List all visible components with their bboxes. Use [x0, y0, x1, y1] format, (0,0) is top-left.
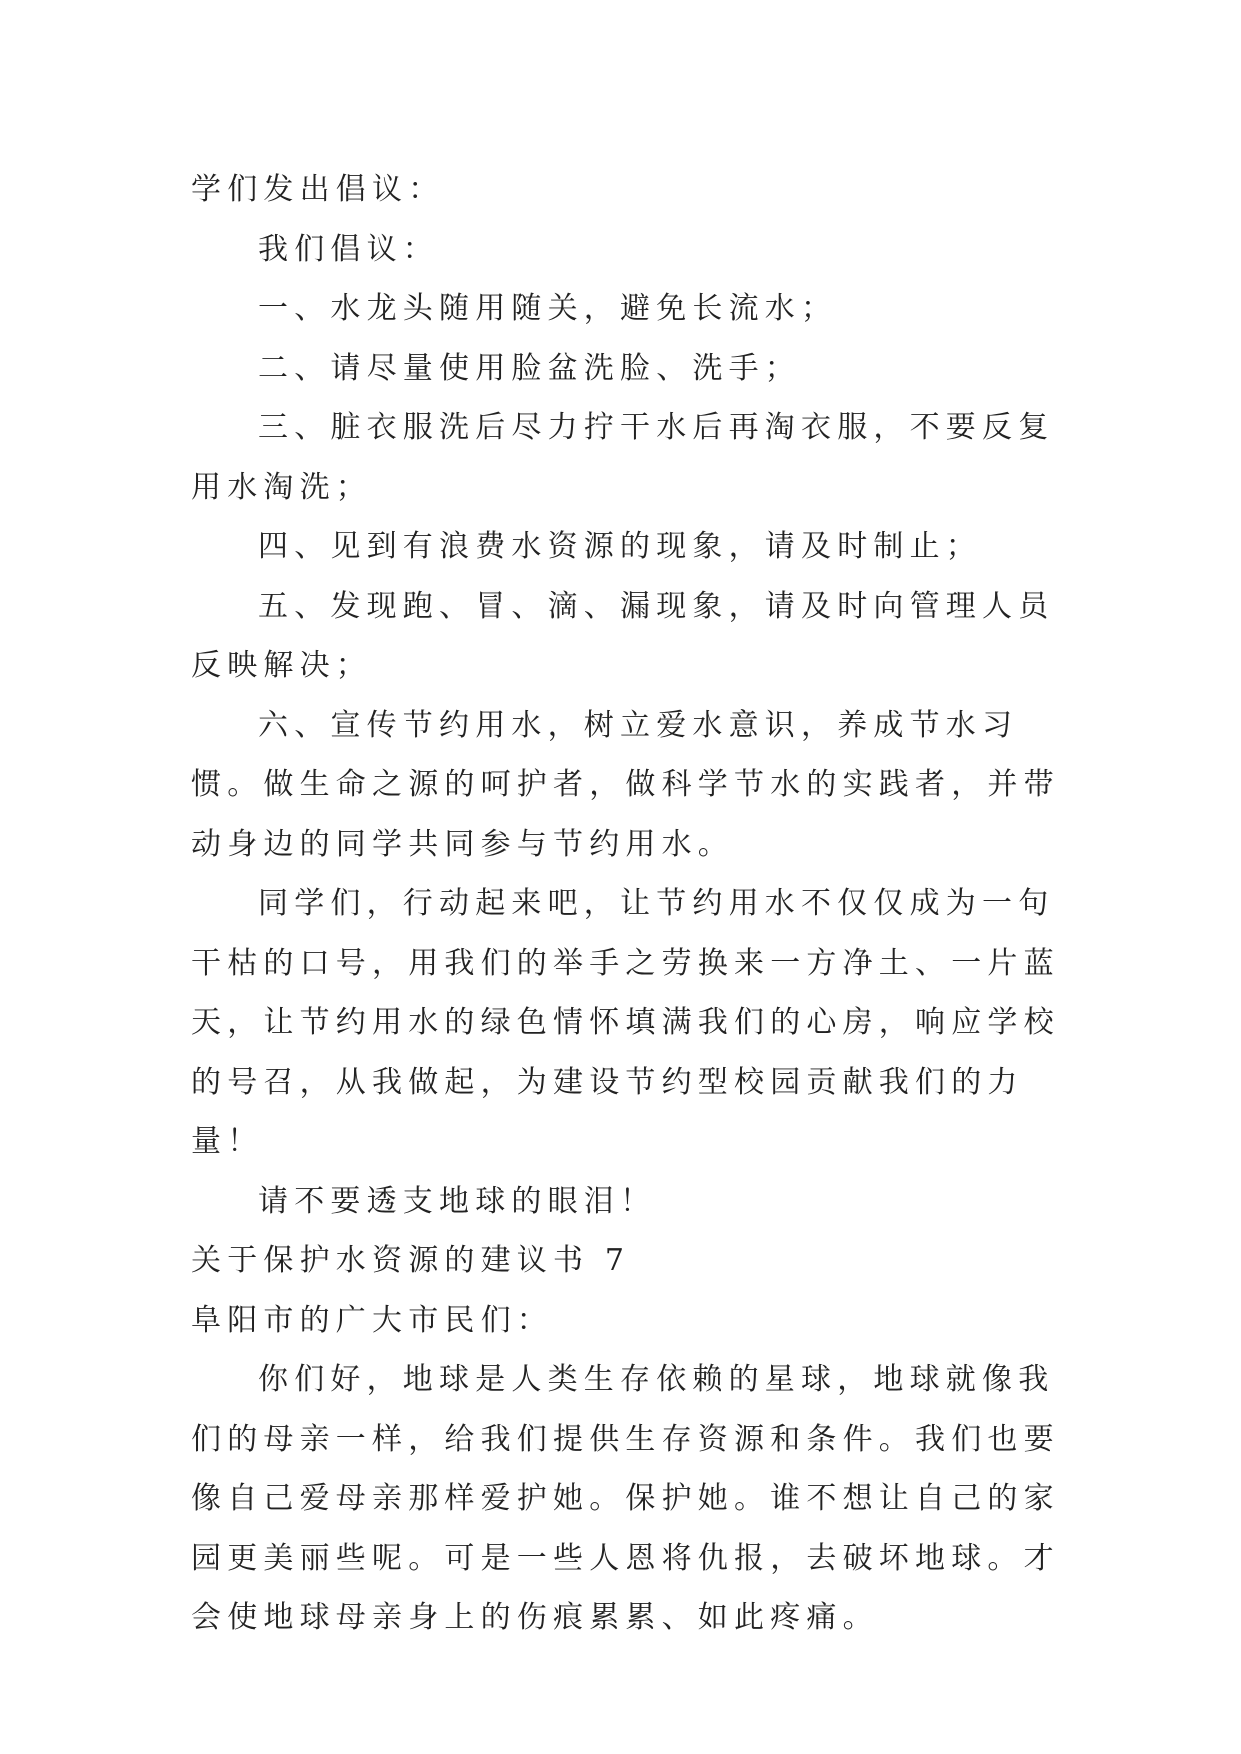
paragraph-body: 你们好，地球是人类生存依赖的星球，地球就像我们的母亲一样，给我们提供生存资源和条件。我们也要像自己爱母亲那样爱护她。保护她。谁不想让自己的家园更美丽些呢。可是一些人恩将仇报，去破坏地球。才会使地球母亲身上的伤痕累累、如此疼痛。: [191, 1362, 1060, 1635]
document-body: [191, 160, 1061, 1648]
paragraph-closing-line: 请不要透支地球的眼泪！: [258, 1183, 657, 1219]
paragraph-greeting-tail: 学们发出倡议：: [191, 172, 445, 207]
paragraph-item-5: 五、发现跑、冒、滴、漏现象，请及时向管理人员反映解决；: [191, 588, 1055, 683]
paragraph-item-2: 二、请尽量使用脸盆洗脸、洗手；: [258, 350, 801, 386]
paragraph-item-3: 三、脏衣服洗后尽力拧干水后再淘衣服，不要反复用水淘洗；: [191, 410, 1055, 505]
section-title: 关于保护水资源的建议书 7: [191, 1243, 631, 1278]
paragraph-item-1: 一、水龙头随用随关，避免长流水；: [258, 291, 838, 326]
paragraph-proposal-heading: 我们倡议：: [258, 231, 439, 267]
paragraph-item-6: 六、宣传节约用水，树立爱水意识，养成节水习惯。做生命之源的呵护者，做科学节水的实践者，并带动身边的同学共同参与节约用水。: [191, 707, 1060, 862]
paragraph-salutation: 阜阳市的广大市民们：: [191, 1302, 553, 1338]
paragraph-call-to-action: 同学们，行动起来吧，让节约用水不仅仅成为一句干枯的口号，用我们的举手之劳换来一方净土、一片蓝天，让节约用水的绿色情怀填满我们的心房，响应学校的号召，从我做起，为建设节约型校园贡献我们的力量！: [191, 886, 1060, 1159]
paragraph-item-4: 四、见到有浪费水资源的现象，请及时制止；: [258, 529, 982, 564]
